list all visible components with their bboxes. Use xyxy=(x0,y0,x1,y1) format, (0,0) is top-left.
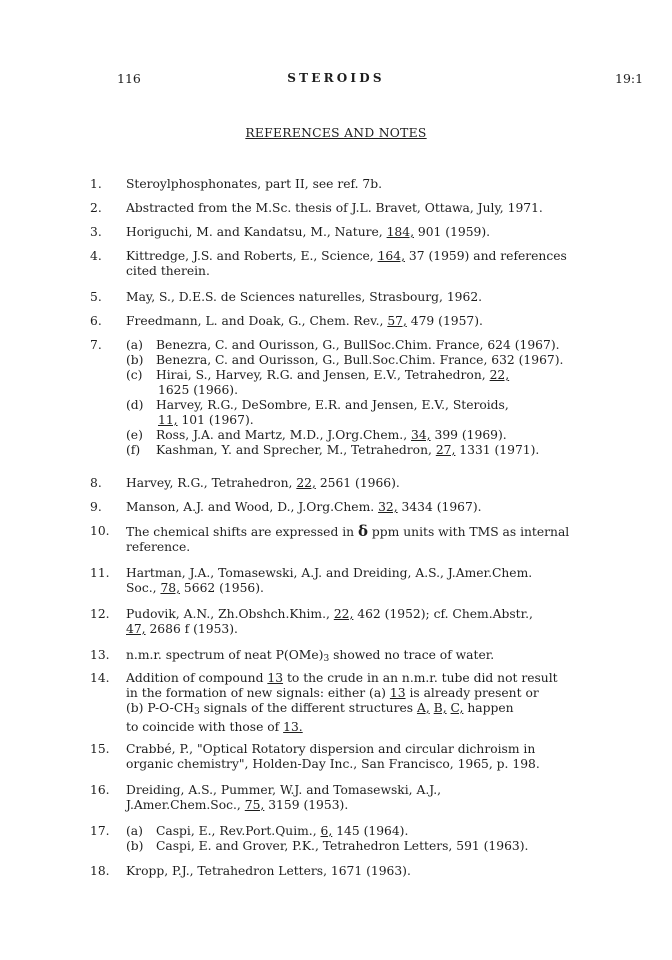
ref-number: 8. xyxy=(90,476,102,490)
volume: 11, xyxy=(158,413,178,427)
ref-text: Hartman, J.A., Tomasewski, A.J. and Dreiding, A.S., J.Amer.Chem. xyxy=(126,566,533,580)
ref-text: 399 (1969). xyxy=(430,428,507,442)
ref-text: Soc., xyxy=(126,581,161,595)
structure-ref: A, xyxy=(416,701,430,715)
compound-ref: 13 xyxy=(267,671,284,685)
ref-text: to the crude in an n.m.r. tube did not result xyxy=(283,671,558,685)
ref-text: 1331 (1971). xyxy=(455,443,540,457)
sub-label: (f) xyxy=(126,443,141,457)
ref-number: 15. xyxy=(90,742,110,756)
ref-number: 16. xyxy=(90,783,110,797)
ref-text: in the formation of new signals: either (a) xyxy=(126,686,390,700)
page-number: 116 xyxy=(117,71,141,86)
ref-text: signals of the different structures xyxy=(199,701,417,715)
structure-ref: B, xyxy=(433,701,447,715)
ref-text: Horiguchi, M. and Kandatsu, M., Nature, xyxy=(126,225,387,239)
ref-text: organic chemistry", Holden-Day Inc., San Francisco, 1965, p. 198. xyxy=(126,757,540,771)
ref-number: 18. xyxy=(90,864,110,878)
volume: 27, xyxy=(435,443,456,457)
sub-label: (a) xyxy=(126,824,143,838)
ref-text: 2686 f (1953). xyxy=(145,622,238,636)
ref-text: (b) P-O-CH xyxy=(126,701,194,715)
ref-text: Benezra, C. and Ourisson, G., Bull.Soc.Chim. France, 632 (1967). xyxy=(156,353,564,367)
ref-text: 901 (1959). xyxy=(414,225,491,239)
volume-number: 19:1 xyxy=(615,71,644,86)
sub-label: (b) xyxy=(126,353,144,367)
ref-number: 1. xyxy=(90,177,102,191)
sub-label: (b) xyxy=(126,839,144,853)
ref-text: 1625 (1966). xyxy=(158,383,239,397)
volume: 22, xyxy=(489,368,510,382)
ref-text: Ross, J.A. and Martz, M.D., J.Org.Chem., xyxy=(156,428,412,442)
ref-number: 11. xyxy=(90,566,110,580)
ref-text: 3434 (1967). xyxy=(397,500,482,514)
ref-text: Kashman, Y. and Sprecher, M., Tetrahedron, xyxy=(156,443,436,457)
compound-ref: 13 xyxy=(389,686,406,700)
ref-text: J.Amer.Chem.Soc., xyxy=(126,798,245,812)
volume: 6, xyxy=(320,824,333,838)
volume: 184, xyxy=(386,225,414,239)
ref-number: 10. xyxy=(90,524,110,538)
ref-text: Harvey, R.G., DeSombre, E.R. and Jensen, E.V., Steroids, xyxy=(156,398,509,412)
ref-text: 462 (1952); cf. Chem.Abstr., xyxy=(353,607,533,621)
ref-text: 37 (1959) and references xyxy=(405,249,567,263)
section-title: REFERENCES AND NOTES xyxy=(245,126,427,140)
sub-label: (e) xyxy=(126,428,143,442)
ref-number: 13. xyxy=(90,648,110,662)
ref-text: happen xyxy=(463,701,514,715)
ref-text: is already present or xyxy=(405,686,539,700)
ref-text: 101 (1967). xyxy=(177,413,254,427)
ref-number: 2. xyxy=(90,201,102,215)
ref-text: Harvey, R.G., Tetrahedron, xyxy=(126,476,297,490)
ref-text: showed no trace of water. xyxy=(329,648,495,662)
ref-text: 2561 (1966). xyxy=(315,476,400,490)
ref-text: Freedmann, L. and Doak, G., Chem. Rev., xyxy=(126,314,388,328)
ref-text: Abstracted from the M.Sc. thesis of J.L. Bravet, Ottawa, July, 1971. xyxy=(126,201,543,215)
volume: 75, xyxy=(244,798,265,812)
subscript: 3 xyxy=(193,707,200,717)
ref-text: Caspi, E., Rev.Port.Quim., xyxy=(156,824,321,838)
ref-number: 3. xyxy=(90,225,102,239)
running-title: STEROIDS xyxy=(287,71,385,85)
volume: 22, xyxy=(296,476,316,490)
volume: 78, xyxy=(160,581,181,595)
ref-number: 7. xyxy=(90,338,102,352)
ref-text: Caspi, E. and Grover, P.K., Tetrahedron Letters, 591 (1963). xyxy=(156,839,529,853)
ref-text: Dreiding, A.S., Pummer, W.J. and Tomasewski, A.J., xyxy=(126,783,442,797)
ref-text: May, S., D.E.S. de Sciences naturelles, Strasbourg, 1962. xyxy=(126,290,483,304)
structure-ref: C, xyxy=(450,701,464,715)
ref-number: 9. xyxy=(90,500,102,514)
ref-text: Hirai, S., Harvey, R.G. and Jensen, E.V., Tetrahedron, xyxy=(156,368,490,382)
ref-text: Benezra, C. and Ourisson, G., BullSoc.Chim. France, 624 (1967). xyxy=(156,338,560,352)
volume: 57, xyxy=(387,314,407,328)
sub-label: (a) xyxy=(126,338,143,352)
ref-text: 5662 (1956). xyxy=(180,581,264,595)
ref-text: 145 (1964). xyxy=(332,824,409,838)
ref-text: Manson, A.J. and Wood, D., J.Org.Chem. xyxy=(126,500,379,514)
volume: 22, xyxy=(333,607,354,621)
ref-text: Addition of compound xyxy=(126,671,268,685)
ref-text: cited therein. xyxy=(126,264,210,278)
ref-number: 17. xyxy=(90,824,110,838)
volume: 47, xyxy=(126,622,146,636)
ref-text: reference. xyxy=(126,540,191,554)
ref-text: n.m.r. spectrum of neat P(OMe) xyxy=(126,648,324,662)
ref-text: The chemical shifts are expressed in xyxy=(126,525,358,539)
ref-number: 12. xyxy=(90,607,110,621)
delta-symbol: δ xyxy=(358,522,369,540)
volume: 34, xyxy=(411,428,431,442)
ref-number: 14. xyxy=(90,671,110,685)
ref-text: to coincide with those of xyxy=(126,720,284,734)
ref-text: Kittredge, J.S. and Roberts, E., Science, xyxy=(126,249,378,263)
ref-number: 6. xyxy=(90,314,102,328)
compound-ref: 13. xyxy=(283,720,303,734)
ref-text: Crabbé, P., "Optical Rotatory dispersion and circular dichroism in xyxy=(126,742,536,756)
ref-number: 5. xyxy=(90,290,102,304)
ref-text: Steroylphosphonates, part II, see ref. 7b. xyxy=(126,177,383,191)
subscript: 3 xyxy=(323,654,330,664)
ref-number: 4. xyxy=(90,249,102,263)
volume: 32, xyxy=(378,500,398,514)
ref-text: Pudovik, A.N., Zh.Obshch.Khim., xyxy=(126,607,334,621)
ref-text: 479 (1957). xyxy=(406,314,483,328)
ref-text: 3159 (1953). xyxy=(264,798,349,812)
sub-label: (d) xyxy=(126,398,144,412)
ref-text: Kropp, P.J., Tetrahedron Letters, 1671 (1963). xyxy=(126,864,411,878)
ref-text: ppm units with TMS as internal xyxy=(368,525,570,539)
sub-label: (c) xyxy=(126,368,143,382)
volume: 164, xyxy=(377,249,405,263)
